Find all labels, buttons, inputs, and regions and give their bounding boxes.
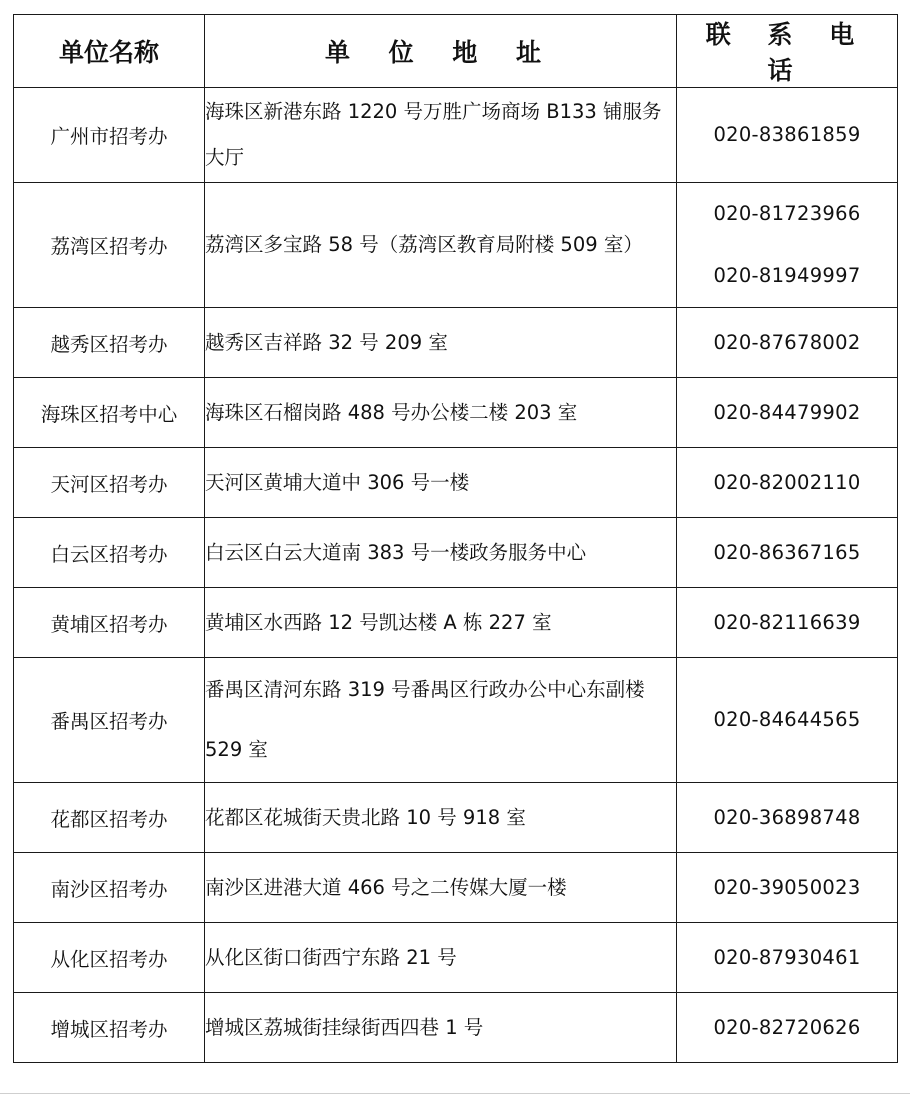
- unit-name-cell: 天河区招考办: [14, 448, 205, 518]
- phone-number: 020-36898748: [713, 805, 861, 829]
- contact-table: [13, 14, 898, 1063]
- phone-number: 020-86367165: [713, 540, 861, 564]
- phone-number: 020-81949997: [713, 264, 861, 287]
- unit-address-cell: 黄埔区水西路 12 号凯达楼 A 栋 227 室: [205, 588, 677, 658]
- unit-name-cell: 南沙区招考办: [14, 853, 205, 923]
- unit-name-cell: 海珠区招考中心: [14, 378, 205, 448]
- unit-name-cell: 荔湾区招考办: [14, 183, 205, 308]
- table-row: [14, 308, 898, 378]
- phone-number: 020-84644565: [713, 708, 861, 731]
- unit-name-cell: 广州市招考办: [14, 88, 205, 183]
- unit-address-cell: 天河区黄埔大道中 306 号一楼: [205, 448, 677, 518]
- phone-cell: [677, 993, 898, 1063]
- phone-cell: [677, 658, 898, 783]
- unit-name-cell: 越秀区招考办: [14, 308, 205, 378]
- phone-number: 020-82002110: [713, 470, 861, 494]
- phone-cell: [677, 308, 898, 378]
- phone-number: 020-82720626: [713, 1015, 861, 1039]
- unit-address-cell: 荔湾区多宝路 58 号（荔湾区教育局附楼 509 室）: [205, 183, 677, 308]
- phone-number: 020-87930461: [713, 945, 861, 969]
- table-row: [14, 993, 898, 1063]
- unit-address-cell: 越秀区吉祥路 32 号 209 室: [205, 308, 677, 378]
- unit-address-cell: 南沙区进港大道 466 号之二传媒大厦一楼: [205, 853, 677, 923]
- unit-name-cell: 花都区招考办: [14, 783, 205, 853]
- phone-cell: [677, 518, 898, 588]
- phone-cell: [677, 588, 898, 658]
- unit-address-cell: 白云区白云大道南 383 号一楼政务服务中心: [205, 518, 677, 588]
- header-contact-phone: 联 系 电 话: [677, 15, 898, 88]
- table-row: [14, 658, 898, 783]
- table-row: [14, 448, 898, 518]
- phone-cell: [677, 378, 898, 448]
- phone-cell: [677, 783, 898, 853]
- unit-name-cell: 从化区招考办: [14, 923, 205, 993]
- table-row: [14, 853, 898, 923]
- table-row: [14, 518, 898, 588]
- phone-number: 020-39050023: [713, 875, 861, 899]
- table-header-row: [14, 15, 898, 88]
- table-row: [14, 378, 898, 448]
- unit-name-cell: 番禺区招考办: [14, 658, 205, 783]
- unit-name-cell: 增城区招考办: [14, 993, 205, 1063]
- phone-cell: [677, 88, 898, 183]
- page-bottom-divider: [0, 1093, 910, 1094]
- phone-cell: [677, 448, 898, 518]
- header-unit-address: 单 位 地 址: [205, 15, 677, 88]
- phone-number: 020-87678002: [713, 330, 861, 354]
- phone-cell: [677, 183, 898, 308]
- table-row: [14, 88, 898, 183]
- unit-address-cell: 增城区荔城街挂绿街西四巷 1 号: [205, 993, 677, 1063]
- table-row: [14, 923, 898, 993]
- phone-number: 020-81723966: [713, 202, 861, 225]
- unit-name-cell: 黄埔区招考办: [14, 588, 205, 658]
- unit-address-cell: 海珠区新港东路 1220 号万胜广场商场 B133 铺服务大厅: [205, 88, 677, 183]
- phone-number: 020-84479902: [713, 400, 861, 424]
- unit-address-cell: 海珠区石榴岗路 488 号办公楼二楼 203 室: [205, 378, 677, 448]
- unit-name-cell: 白云区招考办: [14, 518, 205, 588]
- contact-table-container: [13, 14, 898, 1063]
- table-row: [14, 588, 898, 658]
- phone-cell: [677, 853, 898, 923]
- phone-number: 020-82116639: [713, 610, 861, 634]
- table-row: [14, 183, 898, 308]
- table-row: [14, 783, 898, 853]
- header-unit-name: 单位名称: [14, 15, 205, 88]
- unit-address-cell: 花都区花城街天贵北路 10 号 918 室: [205, 783, 677, 853]
- phone-number: 020-83861859: [713, 123, 861, 146]
- unit-address-cell: 从化区街口街西宁东路 21 号: [205, 923, 677, 993]
- phone-cell: [677, 923, 898, 993]
- unit-address-cell: 番禺区清河东路 319 号番禺区行政办公中心东副楼 529 室: [205, 658, 677, 783]
